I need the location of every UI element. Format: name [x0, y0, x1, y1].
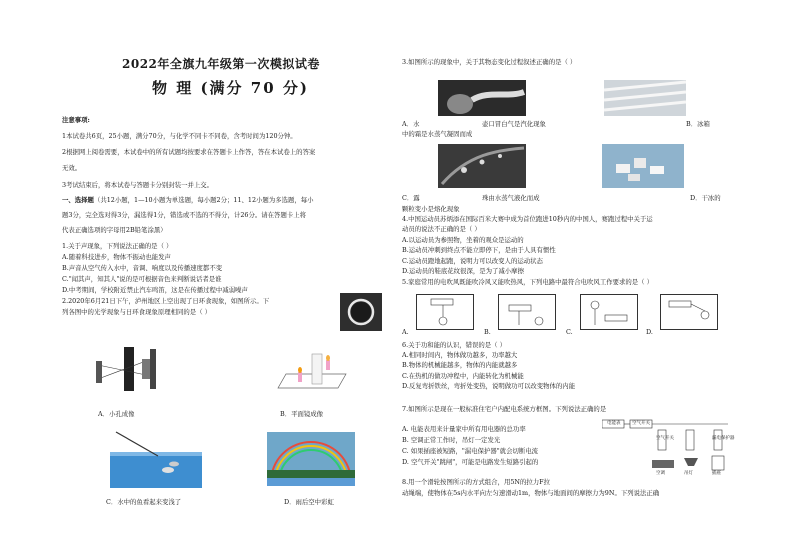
- q4-stem2: 动员的说法不正确的是（ ）: [402, 225, 481, 233]
- q3-a1: A．水: [402, 120, 420, 128]
- q7-option-d: D. 空气开关"跳闸"，可能是电路发生短路引起的: [402, 458, 539, 466]
- q5-option-d: D.: [646, 328, 653, 336]
- fish-water-image: [110, 430, 202, 488]
- q6-option-b: B.物体的机械能越多，物体的内能就越多: [402, 361, 518, 369]
- q5-option-c: C.: [566, 328, 573, 336]
- dew-image: [438, 144, 526, 188]
- q3-a2: 壶口冒白气是汽化现象: [482, 120, 546, 128]
- q5-option-a: A.: [402, 328, 409, 336]
- q1-option-c: C."闻其声，知其人"说的是可根据音色来判断说话者是谁: [62, 275, 222, 283]
- q5-option-b: B.: [484, 328, 491, 336]
- circuit-d-diagram: [661, 295, 717, 329]
- q2-stem2: 列各图中的光学现象与日环食现象原理相同的是（ ）: [62, 308, 212, 316]
- circuit-a: [416, 294, 474, 330]
- pinhole-image: [90, 345, 160, 395]
- q8-stem1: 8.用一个滑轮按图所示的方式组合，用5N的拉力F拉: [402, 478, 551, 486]
- dry-ice-icon: [602, 144, 684, 188]
- rainbow-image: [267, 432, 355, 486]
- q4-option-b: B.运动员冲刺到终点不能立即停下，是由于人具有惯性: [402, 246, 556, 254]
- q7-box3: 空气开关: [656, 436, 674, 441]
- q3-b2: 中的霜是水蒸气凝固而成: [402, 130, 473, 138]
- section1-desc2: 题3分，完全选对得3分，漏选得1分，错选或不选的不得分，计26分。请在答题卡上将: [62, 211, 306, 219]
- exam-title: 2022年全旗九年级第一次模拟试卷: [122, 57, 320, 71]
- q7-box4: 漏电保护器: [712, 436, 735, 441]
- fish-in-water-icon: [110, 430, 202, 488]
- rainbow-landscape-icon: [267, 432, 355, 486]
- q7-option-b: B. 空调正常工作时，吊灯一定发光: [402, 436, 501, 444]
- mirror-image: [268, 350, 348, 392]
- q3-d2: 颗粒变小是熔化现象: [402, 205, 460, 213]
- note-3: 3考试结束后，将本试卷与答题卡分别封装一并上交。: [62, 181, 214, 189]
- fridge-frost-image: [604, 80, 686, 116]
- q4-stem1: 4.中国运动员苏炳添在国际百米大赛中成为首位跑进10秒内的中国人，赛跑过程中关于运: [402, 215, 653, 223]
- q2-option-c: C．水中的鱼看起来变浅了: [106, 498, 182, 506]
- note-1: 1本试卷共6页，25小题，满分70分，与化学不同卡不同卷，含考时间为120分钟。: [62, 132, 297, 140]
- q1-stem: 1.关于声现象，下列说法正确的是（ ）: [62, 242, 173, 250]
- section1-desc1: （共12小题，1—10小题为单选题，每小题2分；11、12小题为多选题，每小: [93, 196, 314, 204]
- q2-option-d: D．雨后空中彩虹: [284, 498, 334, 506]
- eclipse-ring-icon: [340, 293, 382, 331]
- fridge-frost-icon: [604, 80, 686, 116]
- plane-mirror-candle-icon: [268, 350, 348, 392]
- dew-leaf-icon: [438, 144, 526, 188]
- note-2b: 无效。: [62, 164, 82, 172]
- notes-heading: 注意事项:: [62, 116, 90, 124]
- q7-option-a: A. 电能表用来计量家中所有用电器的总功率: [402, 425, 526, 433]
- q1-option-b: B.声音从空气传入水中，音调、响度以及传播速度都不变: [62, 264, 223, 272]
- q4-option-a: A.以运动员为参照物，坐着的观众是运动的: [402, 236, 524, 244]
- circuit-b-diagram: [499, 295, 555, 329]
- circuit-a-diagram: [417, 295, 473, 329]
- circuit-c-diagram: [581, 295, 637, 329]
- q2-option-a: A．小孔成像: [98, 410, 135, 418]
- q7-box1: 电能表: [607, 421, 621, 426]
- q7-option-c: C. 如果插座被短路，"漏电保护器"就会切断电流: [402, 447, 539, 455]
- q6-option-d: D.反复弯折铁丝，弯折处变热，说明做功可以改变物体的内能: [402, 382, 576, 390]
- q2-stem1: 2.2020年6月21日下午，泸州地区上空出现了日环食现象，如图所示。下: [62, 297, 270, 305]
- q4-option-d: D.运动员的鞋底花纹很深，是为了减小摩擦: [402, 267, 524, 275]
- q4-option-c: C.运动员蹬地起跑，说明力可以改变人的运动状态: [402, 257, 543, 265]
- q8-stem2: 动绳端，使物体在5s内水平向左匀速滑动1m，物体与地面间的摩擦力为9N。下列说法正确: [402, 489, 660, 497]
- exam-subtitle: 物 理 (满分 70 分): [152, 79, 309, 97]
- q1-option-d: D.中考期间，学校附近禁止汽车鸣笛，这是在传播过程中减弱噪声: [62, 286, 248, 294]
- q3-c1: C．露: [402, 194, 420, 202]
- circuit-d: [660, 294, 718, 330]
- q1-option-a: A.随着科技进步，物体不振动也能发声: [62, 253, 171, 261]
- q7-lbl1: 空调: [656, 471, 665, 476]
- note-2a: 2根据网上阅卷需要，本试卷中的所有试题均按要求在答题卡上作答，答在本试卷上的答案: [62, 148, 316, 156]
- circuit-b: [498, 294, 556, 330]
- q7-lbl2: 吊灯: [684, 471, 693, 476]
- q7-stem: 7.如图所示是现在一般标准住宅户内配电系统方框图。下列说法正确的是: [402, 405, 607, 413]
- q6-option-a: A.相同时间内，物体做功越多，功率越大: [402, 351, 518, 359]
- q3-c2: 珠由水蒸气液化而成: [482, 194, 540, 202]
- dry-ice-image: [602, 144, 684, 188]
- circuit-c: [580, 294, 638, 330]
- solar-eclipse-image: [340, 293, 382, 331]
- kettle-image: [438, 80, 526, 116]
- q3-stem: 3.如图所示的现象中，关于其物态变化过程叙述正确的是（ ）: [402, 58, 577, 66]
- section1-line1: [62, 196, 314, 204]
- q7-box2: 空气开关: [632, 421, 650, 426]
- kettle-steam-icon: [438, 80, 526, 116]
- q6-stem: 6.关于功和能的认识，错误的是（ ）: [402, 341, 506, 349]
- q3-b1: B．冰箱: [686, 120, 710, 128]
- pinhole-camera-icon: [90, 345, 160, 395]
- section1-heading: 一、选择题: [62, 196, 94, 204]
- section1-desc3: 代表正确选项的字母用2B铅笔涂黑）: [62, 226, 167, 234]
- q5-stem: 5.家庭常用的电吹风既能吹冷风又能吹热风，下列电路中最符合电吹风工作要求的是（ ）: [402, 278, 653, 286]
- q3-d1: D．干冰的: [690, 194, 721, 202]
- q6-option-c: C.在热机的做功冲程中，内能转化为机械能: [402, 372, 524, 380]
- q7-lbl3: 插座: [712, 471, 721, 476]
- q2-option-b: B．平面镜成像: [280, 410, 324, 418]
